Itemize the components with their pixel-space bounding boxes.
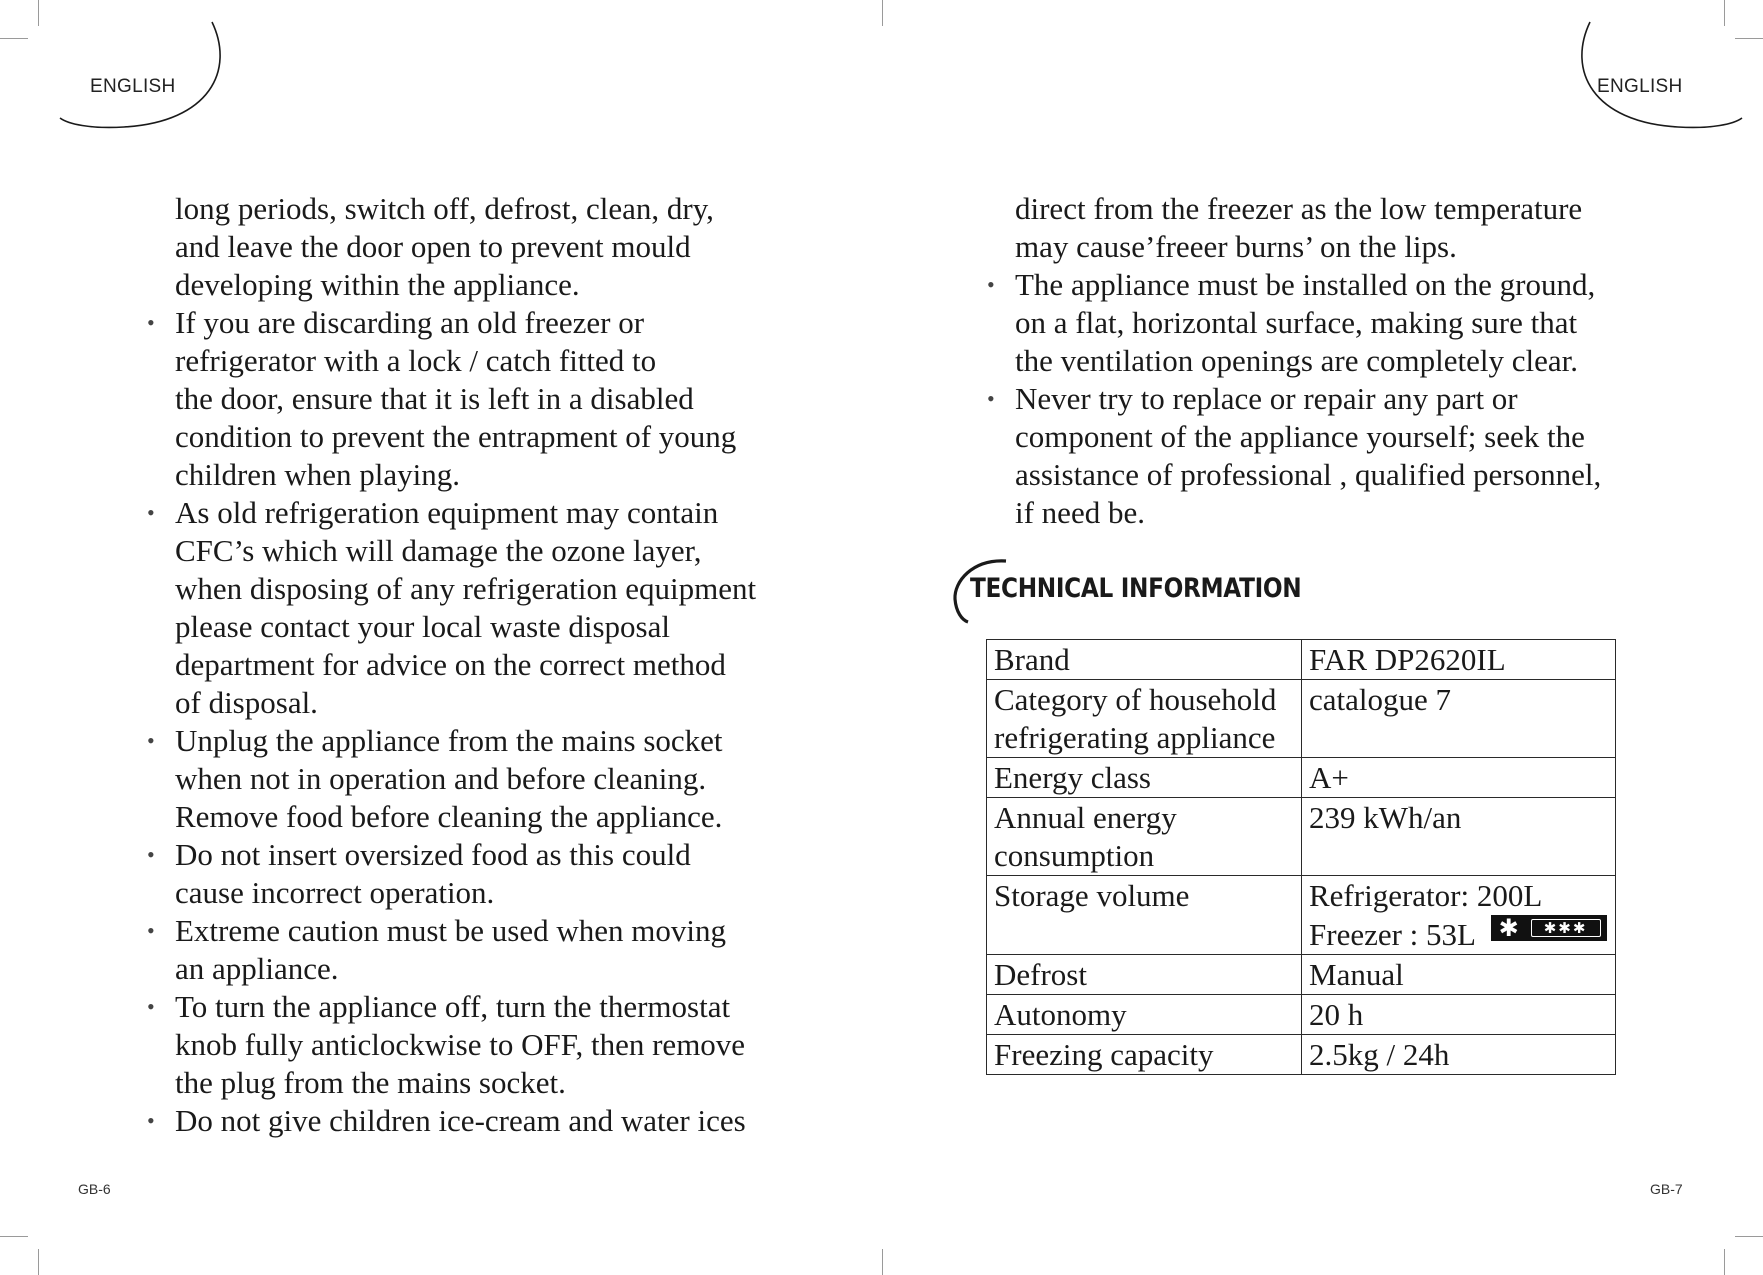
technical-info-table — [986, 639, 1616, 1075]
spec-value: Manual — [1302, 955, 1616, 995]
spec-value: 2.5kg / 24h — [1302, 1035, 1616, 1075]
page-number: GB-7 — [1650, 1181, 1683, 1197]
spec-value: 20 h — [1302, 995, 1616, 1035]
list-item: • The appliance must be installed on the ground, on a flat, horizontal surface, making sure that the ventilation openings are completely clear. — [1015, 266, 1735, 380]
continued-text: direct from the freezer as the low temperature may cause’freeer burns’ on the lips. — [1015, 191, 1583, 264]
list-item: • Extreme caution must be used when moving an appliance. — [175, 912, 825, 988]
continued-text: long periods, switch off, defrost, clean, dry, and leave the door open to prevent mould developing within the appliance. — [175, 191, 714, 302]
list-item: • Do not insert oversized food as this could cause incorrect operation. — [175, 836, 825, 912]
language-label: ENGLISH — [90, 76, 176, 97]
four-star-freezer-icon: ✱ ✱✱✱ — [1491, 915, 1607, 941]
table-row — [987, 955, 1616, 995]
section-title: TECHNICAL INFORMATION — [970, 573, 1302, 604]
spec-value: FAR DP2620IL — [1302, 640, 1616, 680]
list-item: • To turn the appliance off, turn the thermostat knob fully anticlockwise to OFF, then remove the plug from the mains socket. — [175, 988, 825, 1102]
language-tab-arc — [50, 0, 270, 140]
table-row — [987, 798, 1616, 876]
left-body-text — [175, 190, 825, 1140]
table-row — [987, 640, 1616, 680]
page-number: GB-6 — [78, 1181, 111, 1197]
list-item: • Unplug the appliance from the mains socket when not in operation and before cleaning. Remove food before cleaning the appliance. — [175, 722, 825, 836]
section-heading — [952, 556, 1352, 626]
table-row — [987, 876, 1616, 955]
list-item: • If you are discarding an old freezer or refrigerator with a lock / catch fitted to the door, ensure that it is left in a disabled condition to prevent the entrapment of young children when playing. — [175, 304, 825, 494]
language-label: ENGLISH — [1597, 76, 1683, 97]
spec-label: Freezing capacity — [987, 1035, 1302, 1075]
spec-label: Category of household refrigerating appliance — [987, 680, 1302, 758]
spec-value: 239 kWh/an — [1302, 798, 1616, 876]
left-page — [0, 0, 881, 1275]
safety-bullet-list — [175, 304, 825, 1140]
spec-value: Refrigerator: 200L Freezer : 53L ✱ ✱✱✱ — [1302, 876, 1616, 955]
spec-label: Autonomy — [987, 995, 1302, 1035]
spec-value: A+ — [1302, 758, 1616, 798]
spec-label: Annual energy consumption — [987, 798, 1302, 876]
spec-value: catalogue 7 — [1302, 680, 1616, 758]
spec-label: Energy class — [987, 758, 1302, 798]
list-item: • Never try to replace or repair any part or component of the appliance yourself; seek the assistance of professional , qualified personnel, if need be. — [1015, 380, 1735, 532]
right-body-text — [1015, 190, 1735, 532]
list-item: • Do not give children ice-cream and water ices — [175, 1102, 825, 1140]
spec-label: Defrost — [987, 955, 1302, 995]
right-page — [882, 0, 1763, 1275]
table-row — [987, 995, 1616, 1035]
table-row — [987, 758, 1616, 798]
table-row — [987, 1035, 1616, 1075]
table-row — [987, 680, 1616, 758]
spec-label: Brand — [987, 640, 1302, 680]
spec-label: Storage volume — [987, 876, 1302, 955]
safety-bullet-list — [1015, 266, 1735, 532]
language-tab-arc — [1532, 0, 1752, 140]
list-item: • As old refrigeration equipment may contain CFC’s which will damage the ozone layer, when disposing of any refrigeration equipment please contact your local waste disposal department for advice on the correct method of disposal. — [175, 494, 825, 722]
